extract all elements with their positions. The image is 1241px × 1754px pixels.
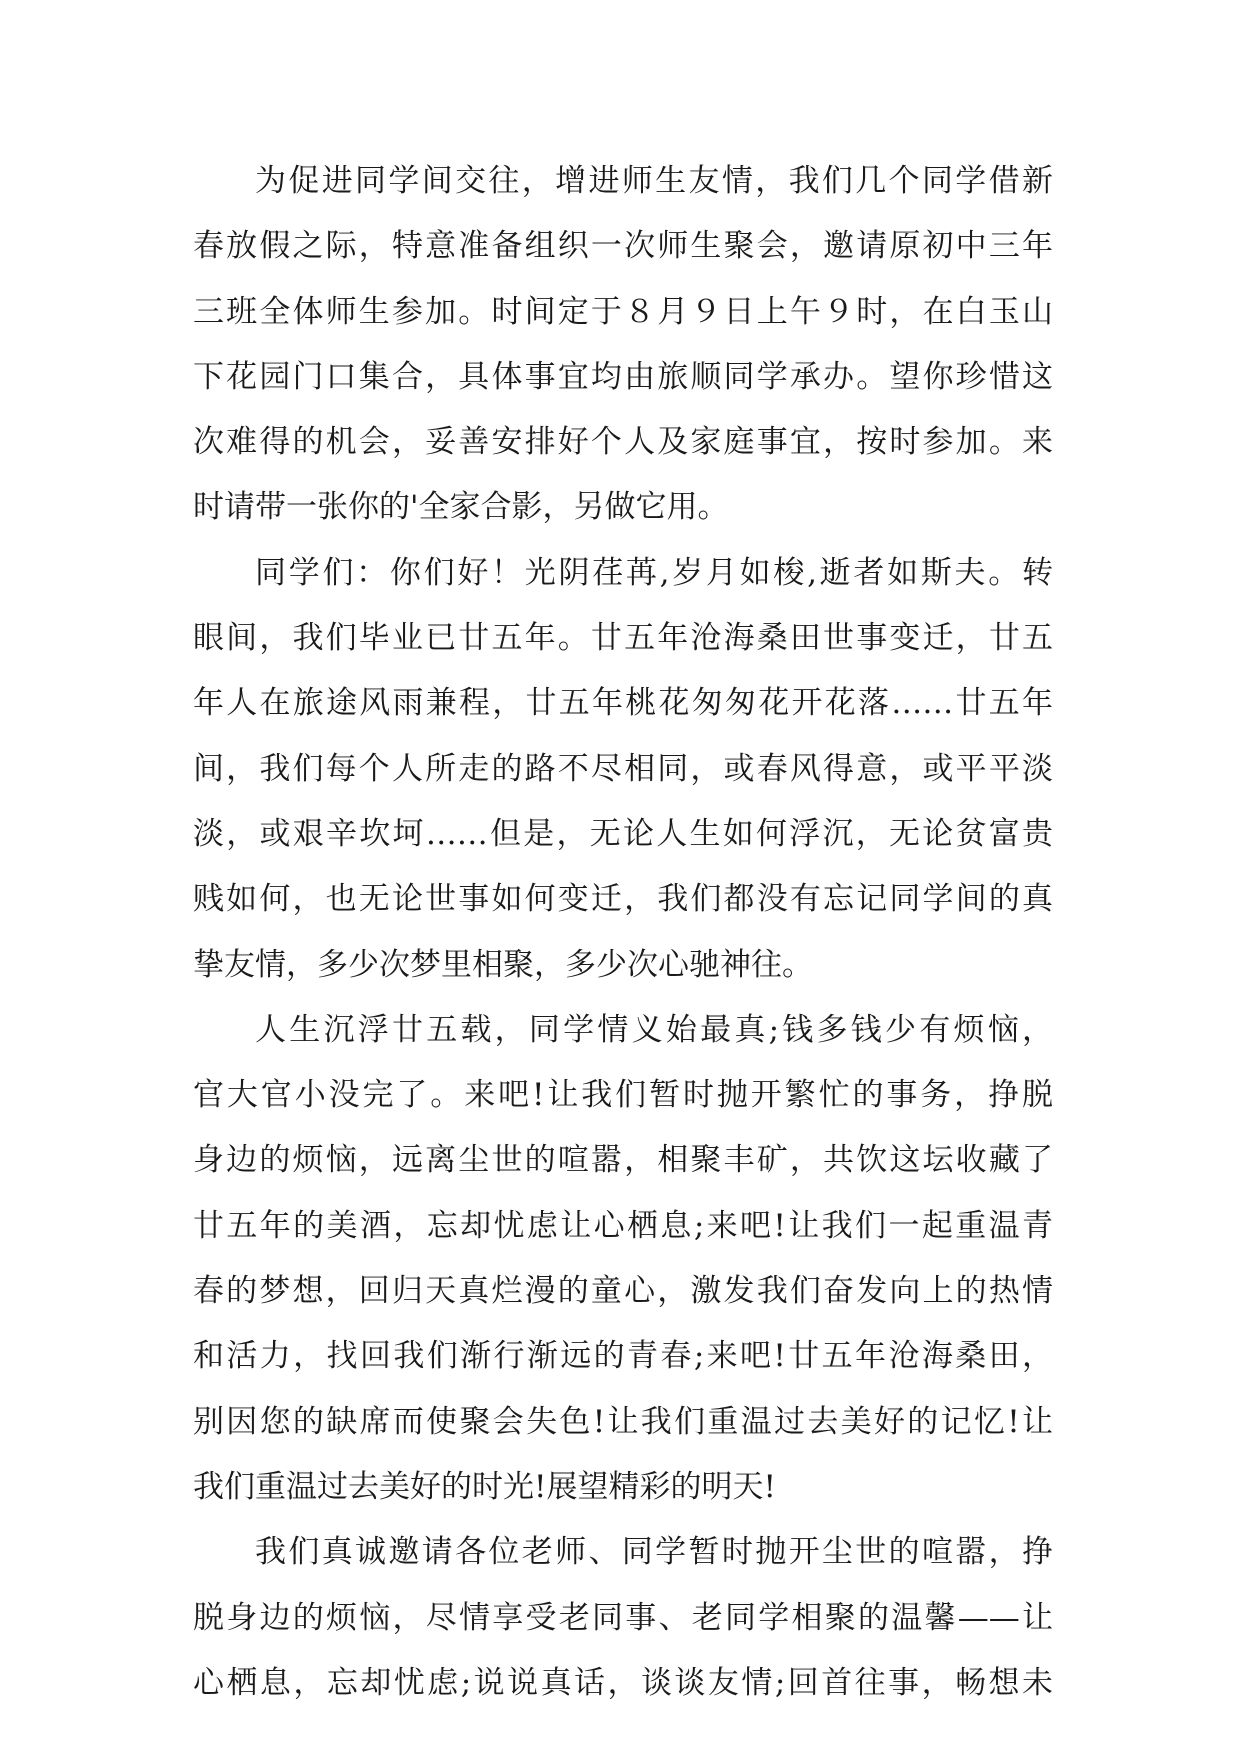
paragraph-2 xyxy=(193,554,1053,1011)
text-line: 春的梦想，回归天真烂漫的童心，激发我们奋发向上的热情 xyxy=(193,1273,1053,1310)
text-line: 廿五年的美酒，忘却忧虑让心栖息;来吧!让我们一起重温青 xyxy=(193,1207,1053,1244)
paragraph-3 xyxy=(193,1011,1053,1533)
text-line: 贱如何，也无论世事如何变迁，我们都没有忘记同学间的真 xyxy=(193,881,1053,918)
text-line: 眼间，我们毕业已廿五年。廿五年沧海桑田世事变迁，廿五 xyxy=(193,620,1053,657)
text-line: 人生沉浮廿五载，同学情义始最真;钱多钱少有烦恼， xyxy=(255,1011,1053,1048)
text-line: 我们真诚邀请各位老师、同学暂时抛开尘世的喧嚣，挣 xyxy=(255,1534,1053,1571)
text-line: 年人在旅途风雨兼程，廿五年桃花匆匆花开花落……廿五年 xyxy=(193,685,1053,722)
text-line: 我们重温过去美好的时光!展望精彩的明天! xyxy=(193,1468,776,1505)
text-line: 次难得的机会，妥善安排好个人及家庭事宜，按时参加。来 xyxy=(193,424,1053,461)
text-line: 时请带一张你的'全家合影，另做它用。 xyxy=(193,489,729,526)
text-line: 和活力，找回我们渐行渐远的青春;来吧!廿五年沧海桑田， xyxy=(193,1338,1053,1375)
text-line: 心栖息，忘却忧虑;说说真话，谈谈友情;回首往事，畅想未 xyxy=(193,1664,1053,1701)
text-line: 脱身边的烦恼，尽情享受老同事、老同学相聚的温馨——让 xyxy=(193,1599,1053,1636)
text-line: 下花园门口集合，具体事宜均由旅顺同学承办。望你珍惜这 xyxy=(193,358,1053,395)
text-line: 淡，或艰辛坎坷……但是，无论人生如何浮沉，无论贫富贵 xyxy=(193,815,1053,852)
text-line: 同学们：你们好！光阴荏苒,岁月如梭,逝者如斯夫。转 xyxy=(255,554,1053,591)
text-line: 挚友情，多少次梦里相聚，多少次心驰神往。 xyxy=(193,946,813,983)
text-line: 三班全体师生参加。时间定于８月９日上午９时，在白玉山 xyxy=(193,293,1053,330)
paragraph-4 xyxy=(193,1533,1053,1729)
text-line: 身边的烦恼，远离尘世的喧嚣，相聚丰矿，共饮这坛收藏了 xyxy=(193,1142,1053,1179)
text-line: 为促进同学间交往，增进师生友情，我们几个同学借新 xyxy=(255,163,1053,199)
text-line: 别因您的缺席而使聚会失色!让我们重温过去美好的记忆!让 xyxy=(193,1403,1053,1440)
text-line: 间，我们每个人所走的路不尽相同，或春风得意，或平平淡 xyxy=(193,750,1053,787)
paragraph-1 xyxy=(193,162,1053,554)
text-line: 春放假之际，特意准备组织一次师生聚会，邀请原初中三年 xyxy=(193,228,1053,265)
text-line: 官大官小没完了。来吧!让我们暂时抛开繁忙的事务，挣脱 xyxy=(193,1077,1053,1114)
document-body xyxy=(193,162,1053,1729)
